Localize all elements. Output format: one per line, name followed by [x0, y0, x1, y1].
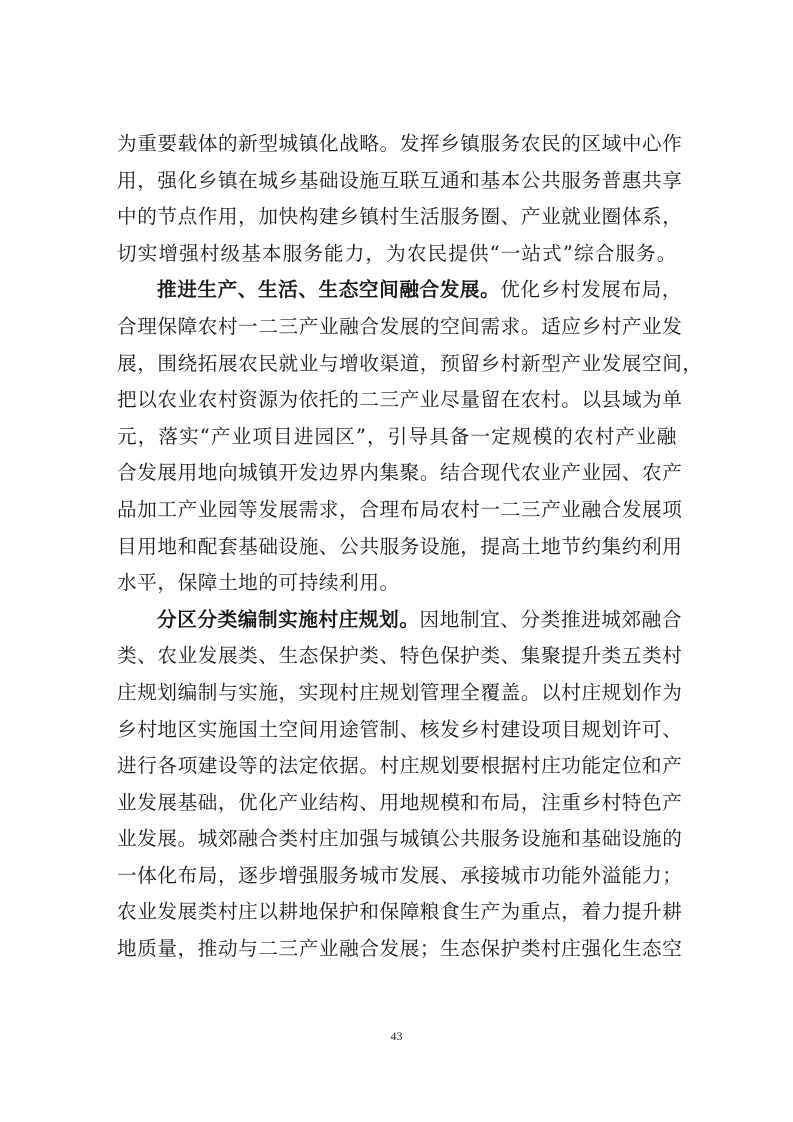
- text-run: 优化乡村发展布局，: [500, 278, 683, 302]
- text-line: 目用地和配套基础设施、公共服务设施，提高土地节约集约利用: [117, 534, 683, 558]
- text-line: 用，强化乡镇在城乡基础设施互联互通和基本公共服务普惠共享: [117, 168, 683, 192]
- section-heading: 推进生产、生活、生态空间融合发展。: [157, 278, 501, 302]
- page-number: 43: [390, 1029, 403, 1043]
- text-line: 把以农业农村资源为依托的二三产业尽量留在农村。以县域为单: [117, 388, 683, 412]
- text-line: 中的节点作用，加快构建乡镇村生活服务圈、产业就业圈体系，: [117, 205, 683, 229]
- text-line: 合理保障农村一二三产业融合发展的空间需求。适应乡村产业发: [117, 314, 683, 338]
- text-line: 为重要载体的新型城镇化战略。发挥乡镇服务农民的区域中心作: [117, 132, 683, 155]
- text-line: 庄规划编制与实施，实现村庄规划管理全覆盖。以村庄规划作为: [117, 680, 683, 704]
- paragraph-1: [117, 126, 683, 272]
- text-line: 地质量，推动与二三产业融合发展；生态保护类村庄强化生态空: [117, 937, 683, 961]
- text-run: 因地制宜、分类推进城郊融合: [419, 607, 683, 631]
- text-line: 类、农业发展类、生态保护类、特色保护类、集聚提升类五类村: [117, 644, 683, 668]
- section-heading: 分区分类编制实施村庄规划。: [157, 607, 420, 631]
- document-body: [117, 126, 703, 968]
- text-line: 元，落实“产业项目进园区”，引导具备一定规模的农村产业融: [117, 424, 677, 448]
- text-line: 展，围绕拓展农民就业与增收渠道，预留乡村新型产业发展空间，: [117, 351, 703, 375]
- text-line: 业发展。城郊融合类村庄加强与城镇公共服务设施和基础设施的: [117, 827, 683, 851]
- text-line: 水平，保障土地的可持续利用。: [117, 571, 400, 595]
- text-line: 品加工产业园等发展需求，合理布局农村一二三产业融合发展项: [117, 497, 683, 521]
- paragraph-3: [117, 602, 683, 968]
- text-line: 农业发展类村庄以耕地保护和保障粮食生产为重点，着力提升耕: [117, 900, 683, 924]
- text-line: 合发展用地向城镇开发边界内集聚。结合现代农业产业园、农产: [117, 461, 683, 485]
- text-line: 业发展基础，优化产业结构、用地规模和布局，注重乡村特色产: [117, 790, 683, 814]
- text-line: [117, 272, 683, 309]
- text-line: 进行各项建设等的法定依据。村庄规划要根据村庄功能定位和产: [117, 754, 683, 778]
- text-line: [117, 602, 683, 639]
- text-line: 切实增强村级基本服务能力，为农民提供“一站式”综合服务。: [117, 241, 677, 265]
- text-line: 一体化布局，逐步增强服务城市发展、承接城市功能外溢能力；: [117, 863, 683, 887]
- paragraph-2: [117, 272, 703, 601]
- text-line: 乡村地区实施国土空间用途管制、核发乡村建设项目规划许可、: [117, 717, 683, 741]
